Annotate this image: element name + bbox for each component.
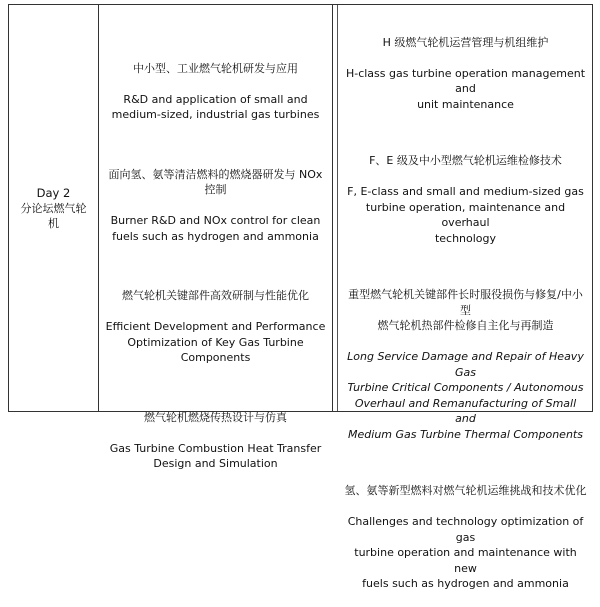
- topic-title-en: F, E-class and small and medium-sized gas turbine operation, maintenance and overhaul technology: [344, 184, 587, 246]
- topic-title-zh: 重型燃气轮机关键部件长时服役损伤与修复/中小型 燃气轮机热部件检修自主化与再制造: [344, 287, 587, 334]
- topic-item: [112, 45, 320, 138]
- topic-item: [106, 273, 326, 382]
- topic-title-en: Long Service Damage and Repair of Heavy Gas Turbine Critical Components / Autonomous Overhaul and Remanufacturing of Small and Medium Gas Turbine Thermal Components: [344, 349, 587, 442]
- operations-topics-column: [338, 5, 593, 411]
- topic-title-en: Challenges and technology optimization of gas turbine operation and maintenance with new fuels such as hydrogen and ammonia: [344, 514, 587, 592]
- topic-title-zh: 燃气轮机关键部件高效研制与性能优化: [106, 288, 326, 304]
- topic-item: [109, 151, 323, 260]
- column-divider: [332, 5, 333, 411]
- topic-title-zh: 面向氢、氨等清洁燃料的燃烧器研发与 NOx 控制: [109, 167, 323, 198]
- day-cell: [9, 5, 98, 411]
- schedule-table: [8, 4, 593, 412]
- topic-title-en: Burner R&D and NOx control for clean fuels such as hydrogen and ammonia: [109, 213, 323, 244]
- topic-title-en: R&D and application of small and medium-sized, industrial gas turbines: [112, 92, 320, 123]
- topic-title-zh: 氢、氨等新型燃料对燃气轮机运维挑战和技术优化: [344, 483, 587, 499]
- topic-item: [110, 394, 322, 487]
- day-label-en: Day 2: [37, 185, 71, 201]
- day-label-zh: 分论坛燃气轮 机: [21, 201, 87, 232]
- topic-title-zh: 燃气轮机燃烧传热设计与仿真: [110, 410, 322, 426]
- topic-item: [344, 272, 587, 458]
- topic-title-en: Gas Turbine Combustion Heat Transfer Design and Simulation: [110, 441, 322, 472]
- topic-item: [344, 468, 587, 607]
- topic-title-en: H-class gas turbine operation management and unit maintenance: [344, 66, 587, 113]
- topic-title-zh: H 级燃气轮机运营管理与机组维护: [344, 35, 587, 51]
- topic-title-en: Efficient Development and Performance Optimization of Key Gas Turbine Components: [106, 319, 326, 366]
- forum-topics-column: [99, 5, 332, 411]
- topic-title-zh: 中小型、工业燃气轮机研发与应用: [112, 61, 320, 77]
- topic-item: [344, 138, 587, 262]
- topic-title-zh: F、E 级及中小型燃气轮机运维检修技术: [344, 153, 587, 169]
- topic-item: [344, 19, 587, 128]
